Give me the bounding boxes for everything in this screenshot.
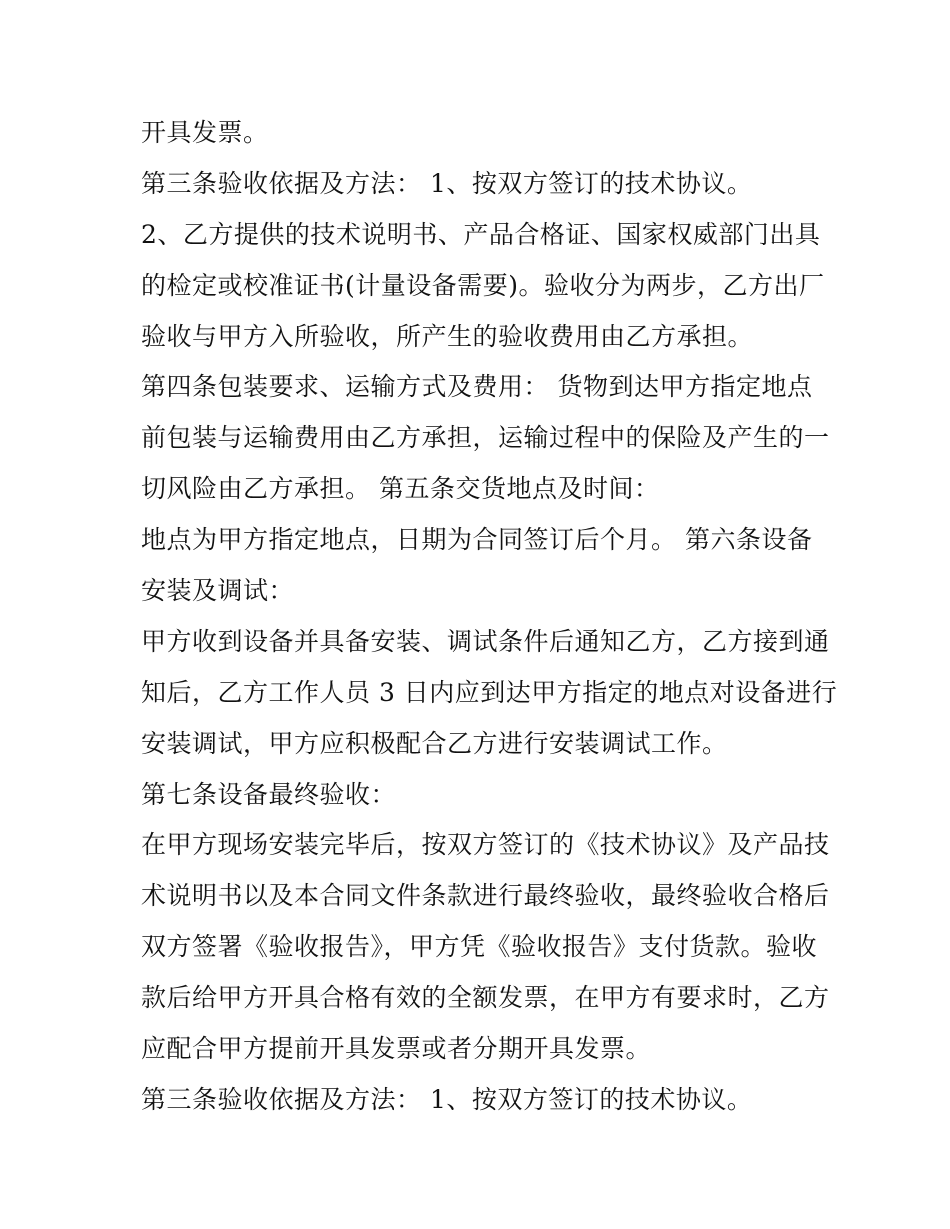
text-line: 的检定或校准证书(计量设备需要)。验收分为两步，乙方出厂	[141, 270, 825, 300]
text-line: 开具发票。	[141, 118, 269, 147]
text-line: 第七条设备最终验收：	[141, 779, 397, 809]
text-line: 第三条验收依据及方法： 1、按双方签订的技术协议。	[141, 168, 753, 198]
text-line: 地点为甲方指定地点，日期为合同签订后个月。 第六条设备	[141, 525, 813, 555]
text-line: 安装及调试：	[141, 576, 295, 606]
text-line: 术说明书以及本合同文件条款进行最终验收，最终验收合格后	[141, 881, 830, 911]
text-line: 第四条包装要求、运输方式及费用： 货物到达甲方指定地点	[141, 372, 813, 402]
text-line: 2、乙方提供的技术说明书、产品合格证、国家权威部门出具	[141, 219, 821, 249]
text-line: 切风险由乙方承担。 第五条交货地点及时间：	[141, 474, 660, 504]
text-line: 应配合甲方提前开具发票或者分期开具发票。	[141, 1034, 652, 1064]
text-line: 在甲方现场安装完毕后，按双方签订的《技术协议》及产品技	[141, 830, 830, 860]
text-line: 知后，乙方工作人员 3 日内应到达甲方指定的地点对设备进行	[141, 677, 838, 707]
document-body	[141, 108, 838, 1126]
text-line: 双方签署《验收报告》，甲方凭《验收报告》支付货款。验收	[141, 932, 818, 962]
text-line: 验收与甲方入所验收，所产生的验收费用由乙方承担。	[141, 321, 754, 351]
text-line: 安装调试，甲方应积极配合乙方进行安装调试工作。	[141, 728, 728, 758]
text-line: 款后给甲方开具合格有效的全额发票，在甲方有要求时，乙方	[141, 983, 830, 1013]
text-line: 甲方收到设备并具备安装、调试条件后通知乙方，乙方接到通	[141, 626, 830, 656]
text-line: 前包装与运输费用由乙方承担，运输过程中的保险及产生的一	[141, 423, 830, 453]
text-line: 第三条验收依据及方法： 1、按双方签订的技术协议。	[141, 1084, 753, 1114]
